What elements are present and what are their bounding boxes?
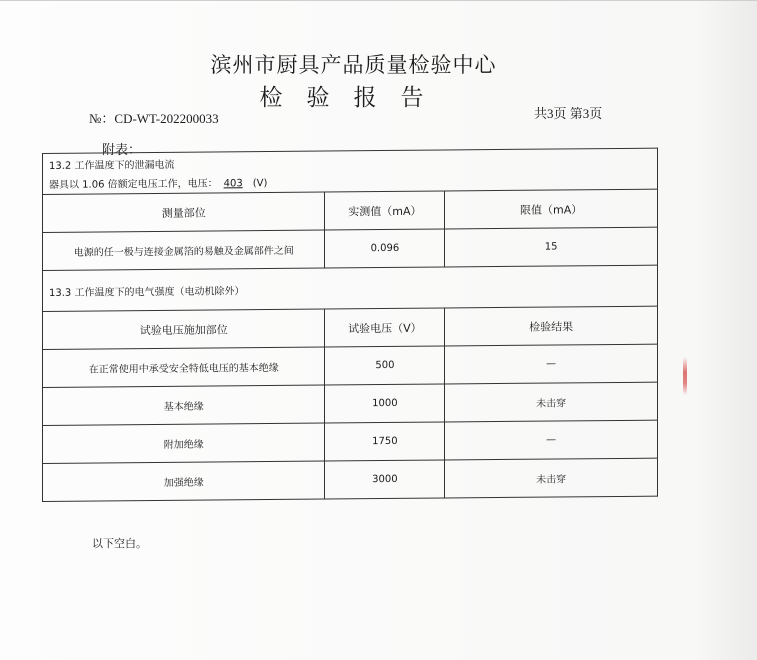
page-info: 共3页 第3页 [534, 106, 603, 121]
blank-below-note: 以下空白。 [92, 537, 147, 550]
table-row [43, 420, 658, 463]
cell-part: 附加绝缘 [43, 423, 325, 463]
org-title: 滨州市厨具产品质量检验中心 [210, 53, 497, 77]
cell-voltage: 1750 [325, 422, 445, 461]
section-13-2-title: 13.2 工作温度下的泄漏电流 [49, 159, 175, 172]
report-number: №：CD-WT-202200033 [89, 111, 219, 126]
cell-result: — [445, 420, 658, 460]
col-header-result: 检验结果 [445, 306, 658, 346]
cell-part: 在正常使用中承受安全特低电压的基本绝缘 [43, 347, 325, 387]
table-row [43, 458, 658, 501]
cell-limit: 15 [445, 227, 658, 267]
table-row [43, 227, 658, 270]
test-condition [49, 171, 651, 191]
col-header-test-voltage: 试验电压（V） [325, 308, 445, 347]
section-13-2-header [43, 148, 658, 194]
cell-measured: 0.096 [325, 229, 445, 268]
cell-result: 未击穿 [445, 382, 658, 422]
section-13-2-column-headers [43, 189, 658, 232]
table-row [43, 382, 658, 425]
cell-voltage: 3000 [325, 460, 445, 499]
attachment-table [42, 148, 658, 502]
section-13-3-title: 13.3 工作温度下的电气强度（电动机除外） [43, 265, 658, 311]
cell-part: 基本绝缘 [43, 385, 325, 425]
attachment-label: 附表： [102, 143, 142, 158]
cell-part: 加强绝缘 [43, 461, 325, 501]
table-row [43, 344, 658, 387]
red-seal-edge [683, 357, 687, 395]
cell-result: 未击穿 [445, 458, 658, 498]
col-header-measured: 实测值（mA） [325, 191, 445, 230]
section-13-3-header [43, 265, 658, 311]
condition-prefix: 器具以 1.06 倍额定电压工作，电压： [49, 178, 218, 191]
cell-result: — [445, 344, 658, 384]
col-header-part: 测量部位 [43, 192, 325, 232]
section-13-3-column-headers [43, 306, 658, 349]
report-title: 检验报告 [259, 85, 448, 111]
col-header-applied-part: 试验电压施加部位 [43, 309, 325, 349]
cell-part: 电源的任一极与连接金属箔的易触及金属部件之间 [43, 230, 325, 270]
condition-voltage-value: 403 [223, 178, 243, 190]
cell-voltage: 500 [325, 346, 445, 385]
col-header-limit: 限值（mA） [445, 189, 658, 229]
cell-voltage: 1000 [325, 384, 445, 423]
condition-unit: (V) [252, 178, 268, 190]
